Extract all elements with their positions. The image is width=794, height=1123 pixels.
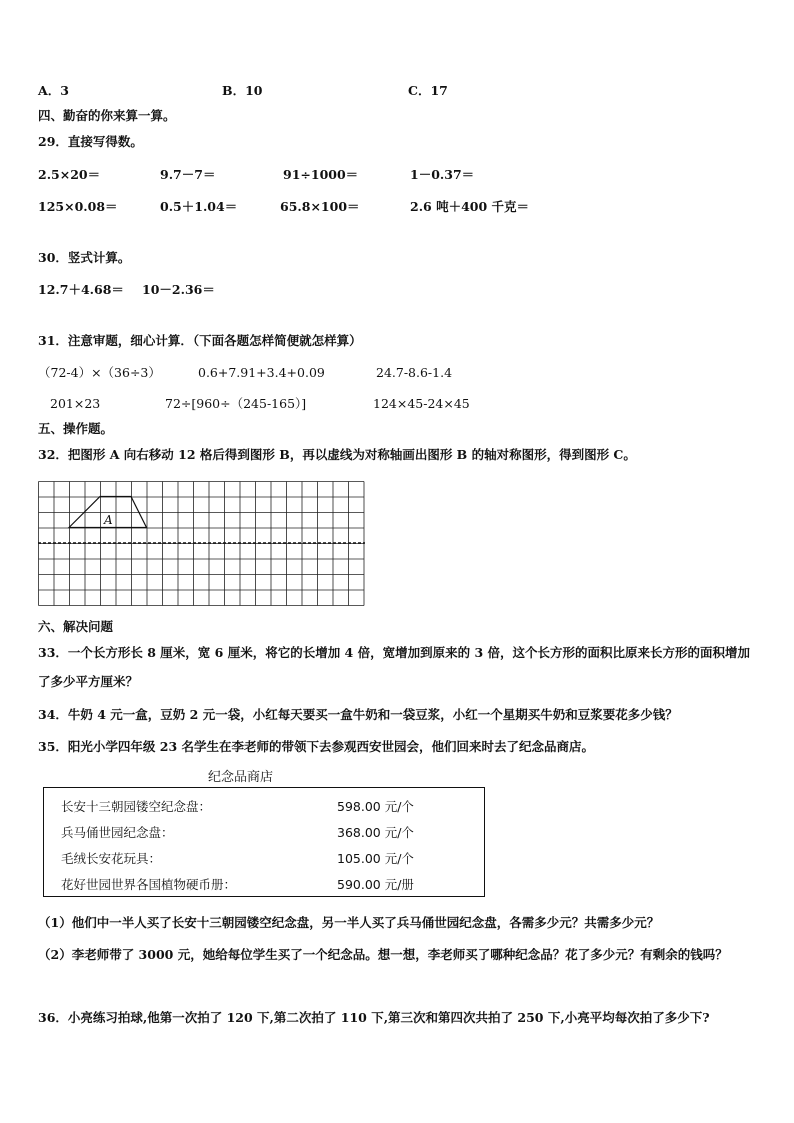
q31-item: 201×23 bbox=[50, 396, 101, 411]
option-c: C．17 bbox=[408, 83, 448, 98]
section-4-heading: 四、勤奋的你来算一算。 bbox=[38, 108, 176, 123]
store-item-price: 368.00 元/个 bbox=[337, 825, 414, 840]
q34-text: 34．牛奶 4 元一盒，豆奶 2 元一袋，小红每天要买一盒牛奶和一袋豆浆，小红一个星期买牛奶和豆浆要花多少钱？ bbox=[38, 707, 678, 722]
q35-sub2: （2）李老师带了 3000 元，她给每位学生买了一个纪念品。想一想，李老师买了哪种纪念品？花了多少元？有剩余的钱吗？ bbox=[38, 947, 728, 962]
shape-a-label: A bbox=[104, 513, 113, 527]
q29-item: 0.5＋1.04＝ bbox=[160, 199, 238, 214]
q29-item: 2.6 吨＋400 千克＝ bbox=[410, 199, 530, 214]
q29-item: 91÷1000＝ bbox=[283, 167, 359, 182]
q31-item: 72÷[960÷（245-165）] bbox=[165, 396, 307, 411]
store-item-name: 兵马俑世园纪念盘： bbox=[61, 825, 174, 840]
q32-title: 32．把图形 A 向右移动 12 格后得到图形 B，再以虚线为对称轴画出图形 B 的轴对称图形，得到图形 C。 bbox=[38, 447, 636, 462]
store-item-row bbox=[44, 823, 484, 843]
square-grid bbox=[38, 481, 366, 607]
store-item-row bbox=[44, 797, 484, 817]
store-item-row bbox=[44, 849, 484, 869]
q31-item: 0.6+7.91+3.4+0.09 bbox=[198, 365, 325, 380]
q29-item: 1－0.37＝ bbox=[410, 167, 475, 182]
q35-title: 35．阳光小学四年级 23 名学生在李老师的带领下去参观西安世园会，他们回来时去了纪念品商店。 bbox=[38, 739, 594, 754]
store-item-name: 毛绒长安花玩具： bbox=[61, 851, 162, 866]
q31-title: 31．注意审题，细心计算．（下面各题怎样简便就怎样算） bbox=[38, 333, 362, 348]
store-item-price: 590.00 元/册 bbox=[337, 877, 414, 892]
q29-item: 65.8×100＝ bbox=[280, 199, 360, 214]
q35-sub1: （1）他们中一半人买了长安十三朝园镂空纪念盘，另一半人买了兵马俑世园纪念盘，各需多少元？共需多少元？ bbox=[38, 915, 660, 930]
q29-item: 9.7－7＝ bbox=[160, 167, 216, 182]
q36-text: 36．小亮练习拍球,他第一次拍了 120 下,第二次拍了 110 下,第三次和第四次共拍了 250 下,小亮平均每次拍了多少下? bbox=[38, 1010, 710, 1025]
store-item-price: 105.00 元/个 bbox=[337, 851, 414, 866]
section-6-heading: 六、解决问题 bbox=[38, 619, 114, 634]
store-price-table bbox=[43, 787, 485, 897]
q31-item: 24.7-8.6-1.4 bbox=[376, 365, 453, 380]
option-a: A．3 bbox=[38, 83, 69, 98]
q33-text: 33．一个长方形长 8 厘米，宽 6 厘米，将它的长增加 4 倍，宽增加到原来的 3 倍，这个长方形的面积比原来长方形的面积增加了多少平方厘米？ bbox=[38, 645, 751, 689]
store-item-name: 花好世园世界各国植物硬币册： bbox=[61, 877, 237, 892]
q30-item: 12.7＋4.68＝ bbox=[38, 282, 124, 297]
store-item-row bbox=[44, 875, 484, 895]
q30-title: 30．竖式计算。 bbox=[38, 250, 131, 265]
store-item-price: 598.00 元/个 bbox=[337, 799, 414, 814]
store-item-name: 长安十三朝园镂空纪念盘： bbox=[61, 799, 212, 814]
q31-item: （72-4）×（36÷3） bbox=[38, 365, 161, 380]
q29-title: 29．直接写得数。 bbox=[38, 134, 143, 149]
option-b: B．10 bbox=[222, 83, 263, 98]
store-title: 纪念品商店 bbox=[208, 770, 274, 785]
q29-item: 2.5×20＝ bbox=[38, 167, 101, 182]
q30-item: 10－2.36＝ bbox=[142, 282, 215, 297]
q29-item: 125×0.08＝ bbox=[38, 199, 118, 214]
section-5-heading: 五、操作题。 bbox=[38, 421, 114, 436]
q31-item: 124×45-24×45 bbox=[373, 396, 470, 411]
